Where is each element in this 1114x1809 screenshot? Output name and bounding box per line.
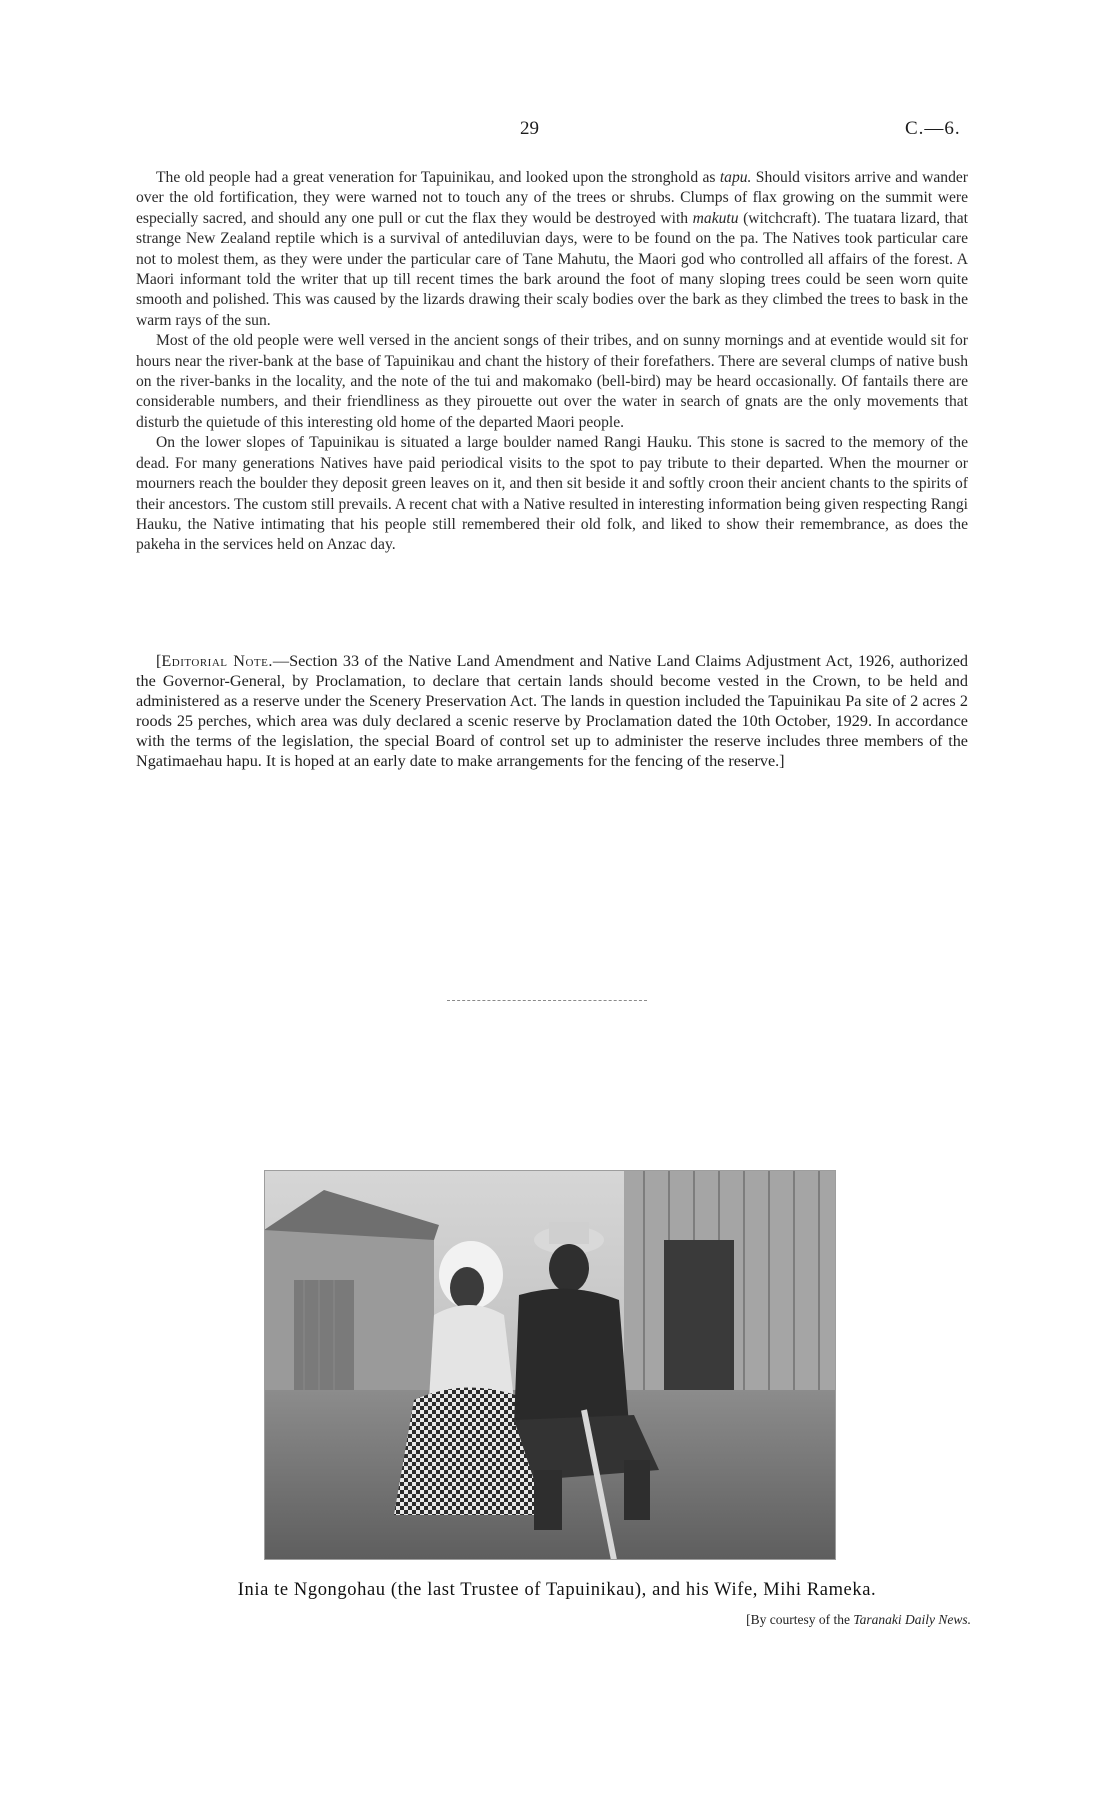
page-header <box>0 118 1114 142</box>
document-code: C.—6. <box>905 118 961 139</box>
photo-caption: Inia te Ngongohau (the last Trustee of Tapuinikau), and his Wife, Mihi Rameka. <box>237 1580 877 1600</box>
article-body <box>136 168 968 556</box>
makutu-term: makutu <box>692 209 739 227</box>
editorial-paragraph <box>136 651 968 771</box>
section-divider <box>447 1000 647 1001</box>
portrait-photograph <box>264 1170 836 1560</box>
paragraph-songs: Most of the old people were well versed in the ancient songs of their tribes, and on sunny mornings and at eventide would sit for hours near the river-bank at the base of Tapuinikau and chant the history of their forefathers. There are several clumps of native bush on the river-banks in the locality, and the note of the tui and makomako (bell-bird) may be heard occasionally. Of fantails there are considerable numbers, and their friendliness as they pirouette out over the water in search of gnats are the only movements that disturb the quietude of this interesting old home of the departed Maori people. <box>136 332 968 431</box>
paragraph-text: The old people had a great veneration for Tapuinikau, and looked upon the stronghold as <box>156 169 720 186</box>
credit-source: Taranaki Daily News. <box>853 1612 971 1627</box>
tapu-term: tapu. <box>719 169 752 186</box>
editorial-open-bracket: [ <box>156 652 162 670</box>
photo-credit <box>661 1612 971 1628</box>
editorial-note <box>136 651 968 771</box>
paragraph-text: Should visitors arrive and wander over the old fortification, they were warned not to touch any of the trees or shrubs. Clumps of flax growing on the summit were especially sacred, and should any one pull or cut the flax they would be destroyed with <box>136 169 968 227</box>
paragraph-text: (witchcraft). The tuatara lizard, that strange New Zealand reptile which is a survival of antediluvian days, were to be found on the pa. The Natives took particular care not to molest them, as they were under the particular care of Tane Mahutu, the Maori god who controlled all affairs of the forest. A Maori informant told the writer that up till recent times the bark around the foot of many sloping trees could be seen worn quite smooth and polished. This was caused by the lizards drawing their scaly bodies over the bark as they climbed the trees to bask in the warm rays of the sun. <box>136 209 968 329</box>
photograph-image <box>264 1170 836 1560</box>
paragraph-rangi-hauku: On the lower slopes of Tapuinikau is situated a large boulder named Rangi Hauku. This stone is sacred to the memory of the dead. For many generations Natives have paid periodical visits to the spot to pay tribute to their departed. When the mourner or mourners reach the boulder they deposit green leaves on it, and then sit beside it and softly croon their ancient chants to the spirits of their ancestors. The custom still prevails. A recent chat with a Native resulted in interesting information being given respecting Rangi Hauku, the Native intimating that his people still remembered their old folk, and liked to show their remembrance, as does the pakeha in the services held on Anzac day. <box>136 434 968 554</box>
editorial-text: —Section 33 of the Native Land Amendment and Native Land Claims Adjustment Act, 1926, authorized the Governor-General, by Proclamation, to declare that certain lands should become vested in the Crown, to be held and administered as a reserve under the Scenery Preservation Act. The lands in question included the Tapuinikau Pa site of 2 acres 2 roods 25 perches, which area was duly declared a scenic reserve by Proclamation dated the 10th October, 1929. In accordance with the terms of the legislation, the special Board of control set up to administer the reserve includes three members of the Ngatimaehau hapu. It is hoped at an early date to make arrangements for the fencing of the reserve.] <box>136 652 968 770</box>
paragraph-tapu <box>136 168 968 331</box>
page-number: 29 <box>520 118 539 139</box>
editorial-heading: Editorial Note. <box>161 652 273 670</box>
credit-prefix: [By courtesy of the <box>746 1612 854 1627</box>
